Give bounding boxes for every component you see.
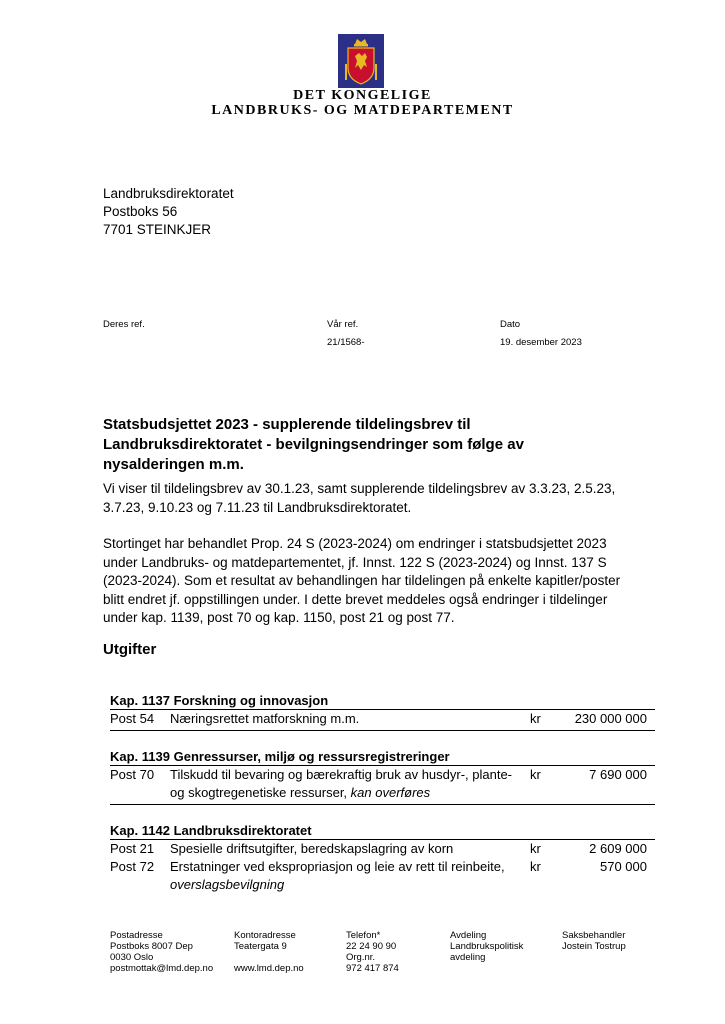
footer-text: Jostein Tostrup: [562, 941, 626, 952]
footer-text: avdeling: [450, 952, 486, 963]
footer-text: Postboks 8007 Dep: [110, 941, 193, 952]
currency-label: kr: [530, 767, 541, 782]
post-amount: 230 000 000: [574, 711, 647, 726]
chapter-title: Kap. 1142 Landbruksdirektoratet: [110, 822, 655, 840]
footer-text: Landbrukspolitisk: [450, 941, 524, 952]
footer-heading: Saksbehandler: [562, 930, 626, 941]
var-ref-label: Vår ref.: [327, 319, 359, 330]
footer-phone: [346, 930, 399, 974]
intro-paragraph: Vi viser til tildelingsbrev av 30.1.23, samt supplerende tildelingsbrev av 3.3.23, 2.5.23, 3.7.23, 9.10.23 og 7.11.23 til Landbruksdirektoratet.: [103, 481, 616, 515]
footer-text: [234, 952, 304, 963]
post-description: Tilskudd til bevaring og bærekraftig bruk av husdyr-, plante- og skogtregenetiske ressurser, kan overføres: [170, 767, 513, 800]
budget-chapter-1142: [110, 822, 655, 894]
post-number: Post 70: [110, 767, 155, 782]
post-amount: 2 609 000: [589, 841, 647, 856]
chapter-title: Kap. 1137 Forskning og innovasjon: [110, 692, 655, 710]
footer-heading: Postadresse: [110, 930, 163, 941]
dato-value: 19. desember 2023: [500, 337, 582, 348]
deres-ref-label: Deres ref.: [103, 319, 145, 330]
footer-text: 972 417 874: [346, 963, 399, 974]
footer-text: 0030 Oslo: [110, 952, 154, 963]
budget-post-row: [110, 840, 655, 858]
department-name-line1: DET KONGELIGE: [293, 88, 432, 103]
royal-crest-logo: [338, 34, 384, 88]
post-number: Post 54: [110, 711, 155, 726]
var-ref-value: 21/1568-: [327, 337, 365, 348]
dato-label: Dato: [500, 319, 521, 330]
currency-label: kr: [530, 841, 541, 856]
post-amount: 7 690 000: [589, 767, 647, 782]
post-number: Post 21: [110, 841, 155, 856]
recipient-address: [103, 185, 234, 239]
footer-case-officer: [562, 930, 626, 952]
budget-post-row: [110, 766, 655, 805]
recipient-city: 7701 STEINKJER: [103, 222, 212, 237]
footer-text: Teatergata 9: [234, 941, 287, 952]
footer-department: [450, 930, 523, 963]
post-description-italic: kan overføres: [350, 785, 431, 800]
post-description: Spesielle driftsutgifter, beredskapslagring av korn: [170, 841, 454, 856]
footer-text: 22 24 90 90: [346, 941, 397, 952]
section-heading: Utgifter: [103, 641, 157, 658]
chapter-title: Kap. 1139 Genressurser, miljø og ressursregistreringer: [110, 748, 655, 766]
department-name-line2: LANDBRUKS- OG MATDEPARTEMENT: [211, 103, 514, 118]
currency-label: kr: [530, 859, 541, 874]
footer-office-address: [234, 930, 304, 974]
budget-post-row: [110, 710, 655, 731]
budget-chapter-1137: [110, 692, 655, 731]
post-description-italic: overslagsbevilgning: [170, 877, 285, 892]
footer-heading: Avdeling: [450, 930, 487, 941]
footer-email-link[interactable]: postmottak@lmd.dep.no: [110, 963, 214, 974]
footer-text: Org.nr.: [346, 952, 376, 963]
post-description: Erstatninger ved ekspropriasjon og leie av rett til reinbeite, overslagsbevilgning: [170, 859, 505, 892]
footer-website-link[interactable]: www.lmd.dep.no: [234, 963, 304, 974]
footer-heading: Telefon*: [346, 930, 381, 941]
footer-heading: Kontoradresse: [234, 930, 296, 941]
post-number: Post 72: [110, 859, 155, 874]
post-description: Næringsrettet matforskning m.m.: [170, 711, 360, 726]
budget-chapter-1139: [110, 748, 655, 805]
footer-postal-address: [110, 930, 213, 974]
budget-post-row: [110, 858, 655, 894]
recipient-box: Postboks 56: [103, 204, 178, 219]
post-amount: 570 000: [600, 859, 647, 874]
recipient-name: Landbruksdirektoratet: [103, 186, 234, 201]
currency-label: kr: [530, 711, 541, 726]
document-title: Statsbudsjettet 2023 - supplerende tildelingsbrev til Landbruksdirektoratet - bevilgningsendringer som følge av nysalderingen m.m.: [103, 416, 524, 473]
body-paragraph: Stortinget har behandlet Prop. 24 S (2023-2024) om endringer i statsbudsjettet 2023 under Landbruks- og matdepartementet, jf. Innst. 122 S (2023-2024) og Innst. 137 S (2023-2024). Som et resultat av behandlingen har tildelingen på enkelte kapitler/poster blitt endret jf. oppstillingen under. I dette brevet meddeles også endringer i tildelinger under kap. 1139, post 70 og kap. 1150, post 21 og post 77.: [103, 536, 621, 625]
